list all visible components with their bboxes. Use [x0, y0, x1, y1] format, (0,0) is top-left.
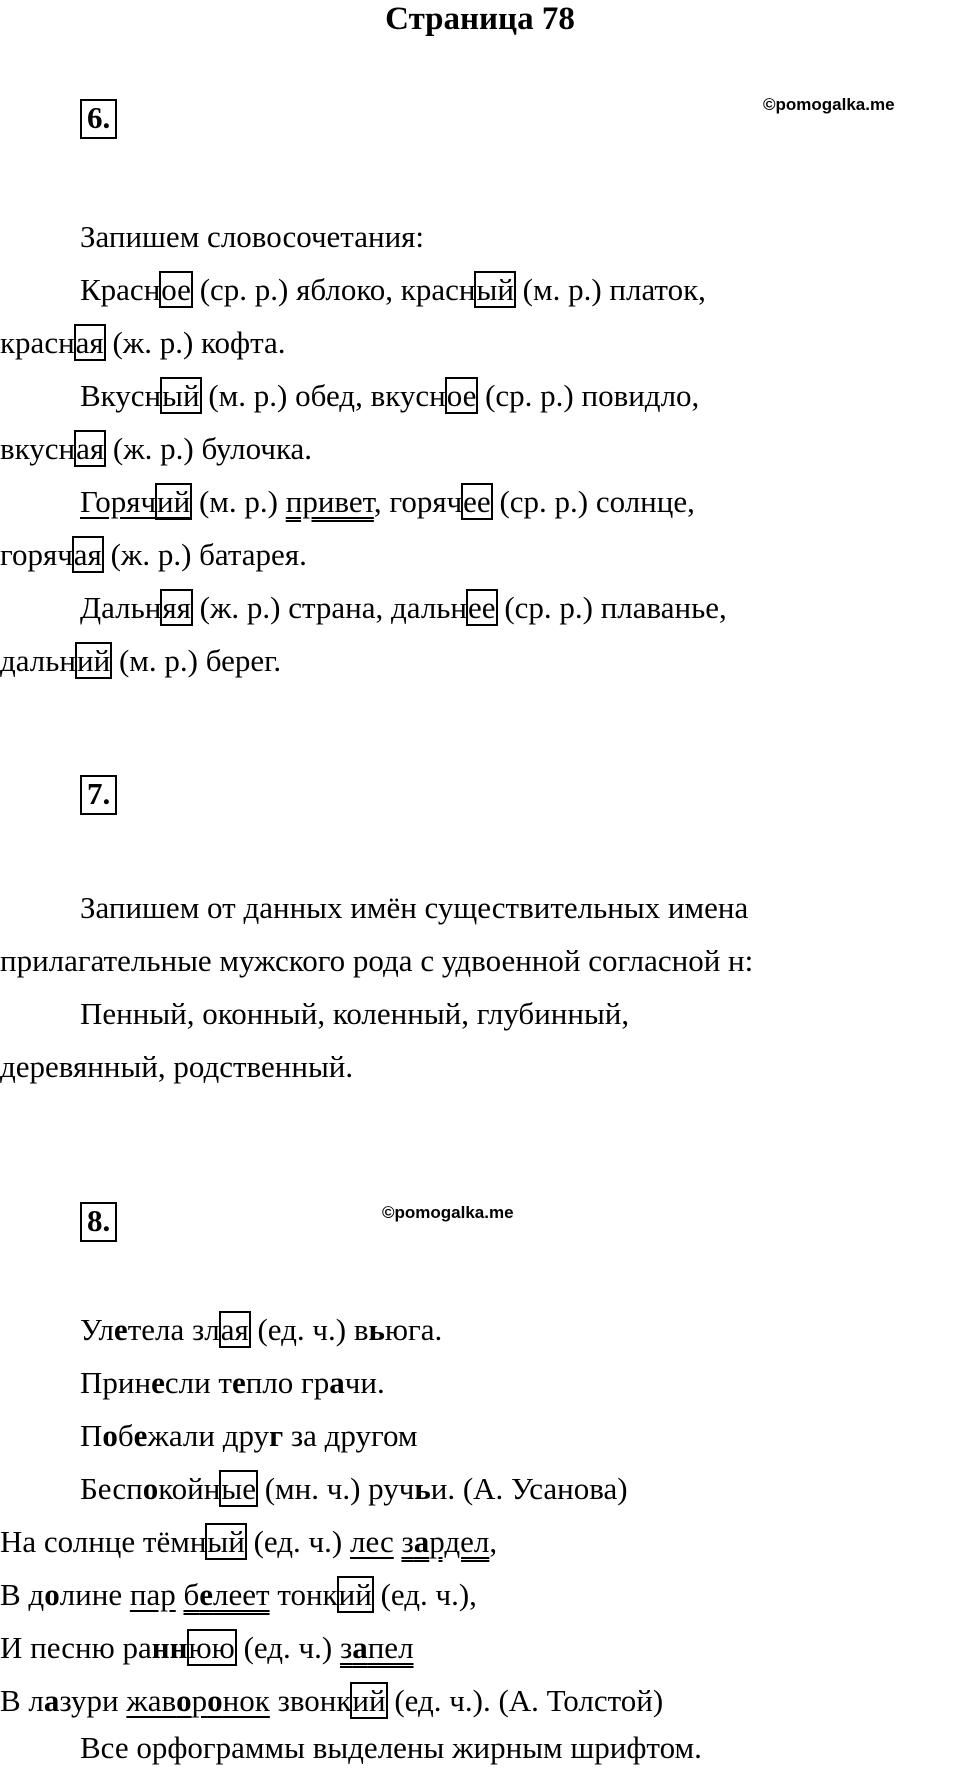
ex8-line-5: На солнце тёмный (ед. ч.) лес зардел, — [0, 1524, 498, 1559]
ending-box: ий — [338, 1577, 372, 1612]
ex8-line-6: В долине пар белеет тонкий (ед. ч.), — [0, 1577, 477, 1612]
double-underlined-word: зардел — [401, 1524, 490, 1559]
ending-box: ий — [77, 643, 111, 678]
ex8-line-9: Все орфограммы выделены жирным шрифтом. — [80, 1730, 702, 1765]
ex6-line-5: Горячий (м. р.) привет, горячее (ср. р.) солнце, — [80, 484, 695, 519]
ending-box: ое — [161, 272, 191, 307]
double-underlined-word: привет — [285, 484, 374, 519]
ex6-line-8: дальний (м. р.) берег. — [0, 643, 282, 678]
ex6-line-7: Дальняя (ж. р.) страна, дальнее (ср. р.) плаванье, — [80, 590, 727, 625]
ending-box: ая — [75, 325, 104, 360]
ex6-line-3: Вкусный (м. р.) обед, вкусное (ср. р.) повидло, — [80, 378, 700, 413]
double-underlined-word: белеет — [183, 1577, 270, 1612]
ex8-line-2: Принесли тепло грачи. — [80, 1365, 385, 1400]
ending-box: ая — [220, 1312, 249, 1347]
ending-box: юю — [188, 1630, 235, 1665]
double-underlined-word: запел — [339, 1630, 414, 1665]
ex7-line-4: деревянный, родственный. — [0, 1049, 354, 1084]
watermark-middle: ©pomogalka.me — [382, 1203, 514, 1222]
underlined-word: лес — [349, 1524, 394, 1559]
ex6-intro: Запишем словосочетания: — [80, 219, 425, 254]
ending-box: яя — [162, 590, 191, 625]
ending-box: ый — [162, 378, 200, 413]
ending-box: ее — [463, 484, 491, 519]
underlined-word: жаворонок — [126, 1683, 270, 1718]
watermark-top: ©pomogalka.me — [763, 95, 895, 114]
ending-box: ее — [468, 590, 496, 625]
ex8-line-3: Побежали друг за другом — [80, 1418, 418, 1453]
ending-box: ые — [221, 1471, 256, 1506]
ending-box: ая — [73, 537, 102, 572]
ending-box: ий — [352, 1683, 386, 1718]
ex6-line-6: горячая (ж. р.) батарея. — [0, 537, 307, 572]
ex7-line-1: Запишем от данных имён существительных имена — [80, 890, 749, 925]
exercise-7-number: 7. — [80, 775, 117, 815]
ending-box: ый — [476, 272, 514, 307]
ex8-line-1: Улетела злая (ед. ч.) вьюга. — [80, 1312, 443, 1347]
ex6-line-1: Красное (ср. р.) яблоко, красный (м. р.) платок, — [80, 272, 706, 307]
ex7-line-3: Пенный, оконный, коленный, глубинный, — [80, 996, 630, 1031]
underlined-word: Горячий — [80, 484, 191, 519]
ending-box: ый — [207, 1524, 245, 1559]
exercise-8-number: 8. — [80, 1202, 117, 1242]
ex8-line-8: В лазури жаворонок звонкий (ед. ч.). (А. Толстой) — [0, 1683, 664, 1718]
ex8-line-7: И песню раннюю (ед. ч.) запел — [0, 1630, 414, 1665]
ex8-line-4: Беспокойные (мн. ч.) ручьи. (А. Усанова) — [80, 1471, 628, 1506]
underlined-word: пар — [129, 1577, 176, 1612]
exercise-6-number: 6. — [80, 99, 117, 139]
ending-box: ий — [157, 484, 191, 519]
ending-box: ая — [76, 431, 105, 466]
page-title: Страница 78 — [385, 1, 575, 37]
ex7-line-2: прилагательные мужского рода с удвоенной согласной н: — [0, 943, 754, 978]
ex6-line-4: вкусная (ж. р.) булочка. — [0, 431, 313, 466]
ending-box: ое — [446, 378, 477, 413]
ex6-line-2: красная (ж. р.) кофта. — [0, 325, 286, 360]
